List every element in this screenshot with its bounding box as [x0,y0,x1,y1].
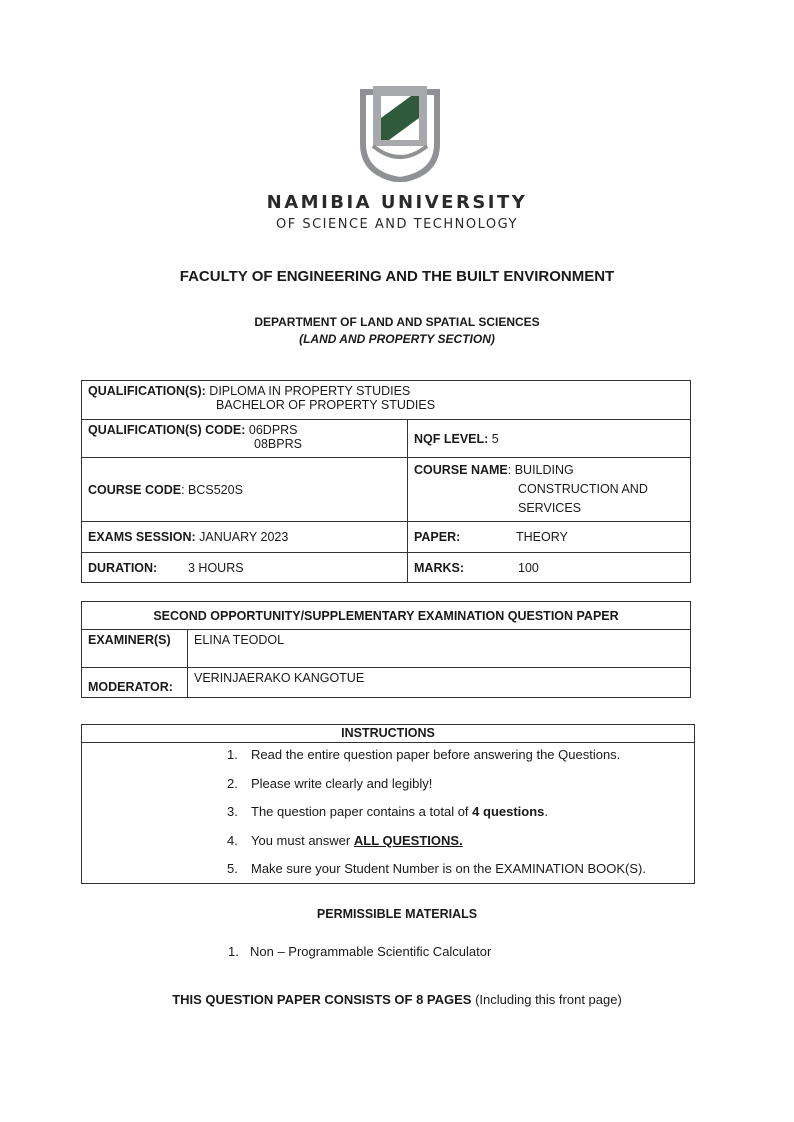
marks-cell [408,553,691,583]
instruction-text: Please write clearly and legibly! [251,775,433,791]
page-count-note [0,992,794,1007]
instruction-item [227,861,646,890]
instruction-text: You must answer [251,832,354,848]
university-logo-icon [355,82,445,182]
instructions-box [81,724,695,884]
instruction-item [227,833,646,862]
permissible-material-item [228,944,491,959]
marks-value: 100 [518,560,539,575]
session-label: EXAMS SESSION: [88,530,196,544]
exam-type-title: SECOND OPPORTUNITY/SUPPLEMENTARY EXAMINATION QUESTION PAPER [82,602,691,630]
page-count-normal: (Including this front page) [471,992,622,1007]
exam-session-cell [82,522,408,553]
instruction-emphasis: 4 questions [472,804,545,819]
course-name-3: SERVICES [518,501,581,515]
qualification-cell [82,381,691,420]
instruction-number: 2. [227,775,238,791]
university-subtitle: OF SCIENCE AND TECHNOLOGY [276,217,518,232]
paper-cell [408,522,691,553]
instruction-number: 3. [227,804,238,819]
instructions-list [227,747,646,890]
instruction-text: Make sure your Student Number is on the EXAMINATION BOOK(S). [251,861,646,876]
faculty-title: FACULTY OF ENGINEERING AND THE BUILT ENVIRONMENT [179,268,615,285]
material-number: 1. [228,944,239,959]
instruction-emphasis: ALL QUESTIONS. [353,832,463,848]
examiner-value: ELINA TEODOL [188,630,691,668]
course-code-cell [82,458,408,522]
examiner-label: EXAMINER(S) [82,630,188,668]
permissible-materials-title: PERMISSIBLE MATERIALS [316,907,478,921]
code-2: 08BPRS [254,437,302,451]
duration-cell [82,553,408,583]
nqf-value: 5 [491,431,499,446]
code-label: QUALIFICATION(S) CODE: [88,423,246,437]
course-code-value: : BCS520S [181,482,243,497]
nqf-label: NQF LEVEL: [414,431,489,446]
nqf-cell [408,420,691,458]
department-title: DEPARTMENT OF LAND AND SPATIAL SCIENCES [254,315,540,329]
paper-value: THEORY [516,530,568,544]
course-name-1: : BUILDING [507,463,574,477]
page-count-bold: THIS QUESTION PAPER CONSISTS OF 8 PAGES [172,992,472,1007]
qualification-2: BACHELOR OF PROPERTY STUDIES [216,398,436,412]
duration-value: 3 HOURS [188,560,244,575]
code-1: 06DPRS [248,423,298,437]
instruction-text: The question paper contains a total of [251,804,473,819]
instruction-text: Read the entire question paper before answering the Questions. [251,747,621,762]
course-name-cell [408,458,691,522]
duration-label: DURATION: [88,560,158,575]
course-code-label: COURSE CODE [88,482,182,497]
instruction-number: 4. [227,832,238,848]
instruction-number: 1. [227,747,238,762]
instructions-title: INSTRUCTIONS [82,725,694,743]
university-name: NAMIBIA UNIVERSITY [266,192,528,213]
marks-label: MARKS: [414,560,464,575]
instruction-item [227,776,646,805]
instruction-number: 5. [227,861,238,876]
session-value: JANUARY 2023 [199,530,289,544]
qualification-code-cell [82,420,408,458]
moderator-value: VERINJAERAKO KANGOTUE [188,668,691,698]
moderator-label: MODERATOR: [82,668,188,698]
qualification-label: QUALIFICATION(S): [88,384,206,398]
section-title: (LAND AND PROPERTY SECTION) [299,332,495,346]
course-name-2: CONSTRUCTION AND [518,482,648,496]
material-text: Non – Programmable Scientific Calculator [250,944,492,959]
instruction-text-end: . [544,804,549,819]
qualification-1: DIPLOMA IN PROPERTY STUDIES [209,384,411,398]
instruction-item [227,804,646,833]
paper-label: PAPER: [414,530,461,544]
course-name-label: COURSE NAME [414,463,508,477]
instruction-item [227,747,646,776]
course-details-table [81,380,691,583]
examiner-table [81,601,691,698]
